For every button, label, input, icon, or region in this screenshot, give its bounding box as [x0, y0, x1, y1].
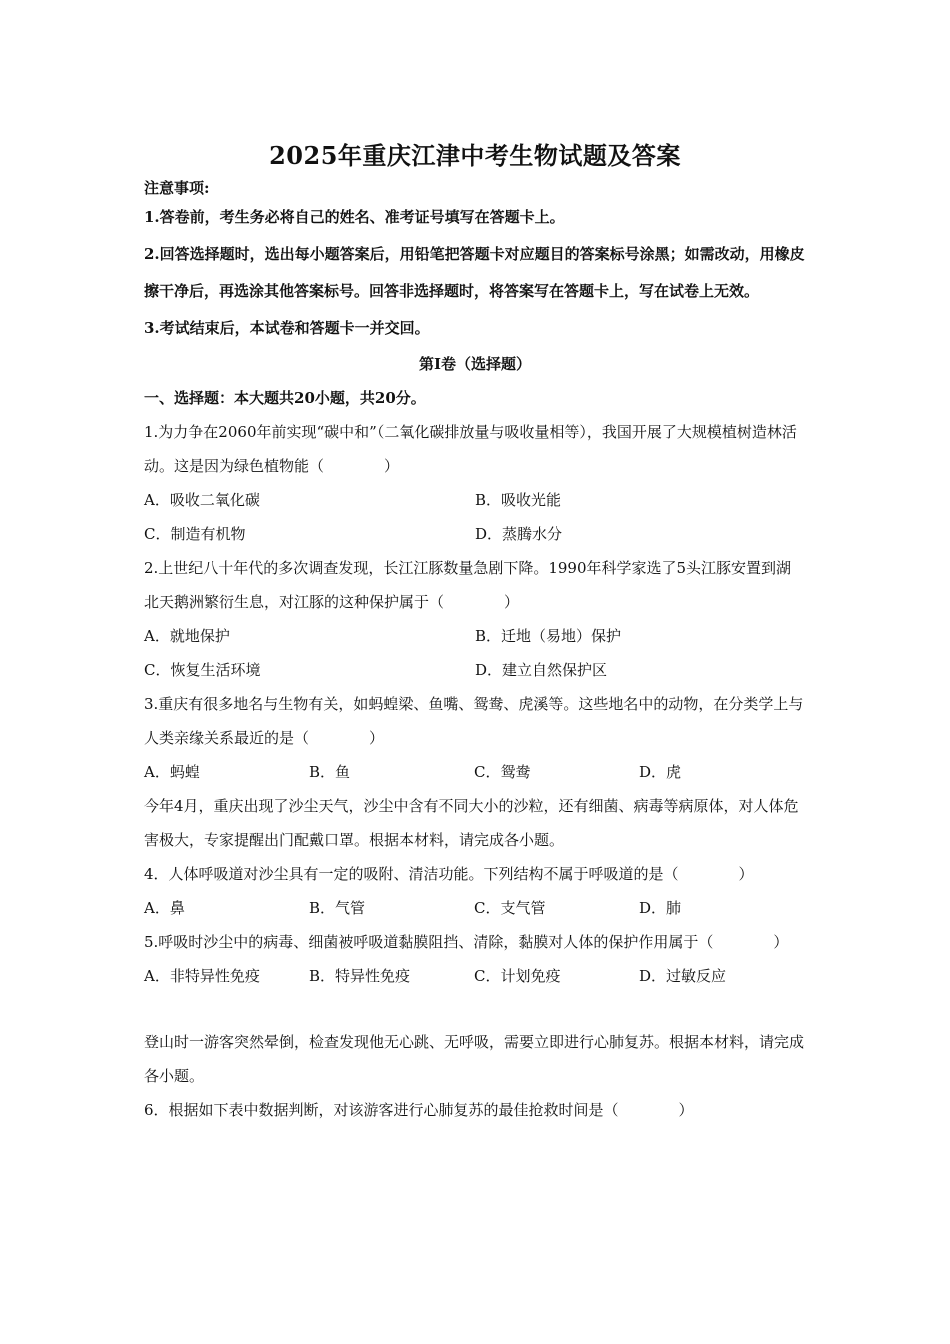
- question-1-stem: 1.为力争在2060年前实现“碳中和”（二氧化碳排放量与吸收量相等），我国开展了大规模植树造林活动。这是因为绿色植物能（ ）: [144, 423, 797, 475]
- notice-item-3: 3.考试结束后，本试卷和答题卡一并交回。: [144, 319, 430, 337]
- question-1-option-b: B．吸收光能: [475, 491, 562, 509]
- question-1-options-row-1: [144, 483, 806, 517]
- question-5-option-b: B．特异性免疫: [309, 967, 411, 985]
- question-4-stem: 4．人体呼吸道对沙尘具有一定的吸附、清洁功能。下列结构不属于呼吸道的是（ ）: [144, 865, 754, 883]
- question-5-option-a: A．非特异性免疫: [144, 967, 260, 985]
- exam-page: [144, 128, 806, 1127]
- question-5-options: [144, 959, 806, 993]
- question-3-stem: 3.重庆有很多地名与生物有关，如蚂蝗梁、鱼嘴、鸳鸯、虎溪等。这些地名中的动物，在分类学上与人类亲缘关系最近的是（ ）: [144, 695, 804, 747]
- question-1-option-c: C．制造有机物: [144, 525, 246, 543]
- page-title: 2025年重庆江津中考生物试题及答案: [269, 141, 681, 170]
- question-4-option-b: B．气管: [309, 899, 366, 917]
- spacer: [144, 993, 806, 1025]
- question-1-option-d: D．蒸腾水分: [475, 525, 563, 543]
- question-2-option-a: A．就地保护: [144, 627, 230, 645]
- question-4-option-a: A．鼻: [144, 899, 185, 917]
- notice-item-1: 1.答卷前，考生务必将自己的姓名、准考证号填写在答题卡上。: [144, 208, 565, 226]
- question-2-option-d: D．建立自然保护区: [475, 661, 608, 679]
- question-3-option-b: B．鱼: [309, 763, 351, 781]
- question-5-option-c: C．计划免疫: [474, 967, 561, 985]
- question-3-options: [144, 755, 806, 789]
- question-1-options-row-2: [144, 517, 806, 551]
- material-1: 今年4月，重庆出现了沙尘天气，沙尘中含有不同大小的沙粒，还有细菌、病毒等病原体，对人体危害极大，专家提醒出门配戴口罩。根据本材料，请完成各小题。: [144, 797, 799, 849]
- question-4-option-d: D．肺: [639, 899, 682, 917]
- question-5-stem: 5.呼吸时沙尘中的病毒、细菌被呼吸道黏膜阻挡、清除，黏膜对人体的保护作用属于（ ）: [144, 933, 789, 951]
- question-3-option-c: C．鸳鸯: [474, 763, 531, 781]
- notice-heading: 注意事项:: [144, 179, 210, 197]
- question-5-option-d: D．过敏反应: [639, 967, 727, 985]
- question-2-option-b: B．迁地（易地）保护: [475, 627, 622, 645]
- notice-item-2: 2.回答选择题时，选出每小题答案后，用铅笔把答题卡对应题目的答案标号涂黑；如需改动，用橡皮擦干净后，再选涂其他答案标号。回答非选择题时，将答案写在答题卡上，写在试卷上无效。: [144, 245, 805, 300]
- question-3-option-a: A．蚂蝗: [144, 763, 200, 781]
- question-3-option-d: D．虎: [639, 763, 682, 781]
- question-2-stem: 2.上世纪八十年代的多次调查发现，长江江豚数量急剧下降。1990年科学家选了5头江豚安置到湖北天鹅洲繁衍生息，对江豚的这种保护属于（ ）: [144, 559, 792, 611]
- question-2-options-row-2: [144, 653, 806, 687]
- section-title: 第Ⅰ卷（选择题）: [418, 355, 532, 373]
- question-4-option-c: C．支气管: [474, 899, 546, 917]
- question-2-options-row-1: [144, 619, 806, 653]
- question-4-options: [144, 891, 806, 925]
- part-title: 一、选择题：本大题共20小题，共20分。: [144, 389, 426, 407]
- question-2-option-c: C．恢复生活环境: [144, 661, 261, 679]
- question-6-stem: 6．根据如下表中数据判断，对该游客进行心肺复苏的最佳抢救时间是（ ）: [144, 1101, 694, 1119]
- question-1-option-a: A．吸收二氧化碳: [144, 491, 260, 509]
- material-2: 登山时一游客突然晕倒，检查发现他无心跳、无呼吸，需要立即进行心肺复苏。根据本材料，请完成各小题。: [144, 1033, 805, 1085]
